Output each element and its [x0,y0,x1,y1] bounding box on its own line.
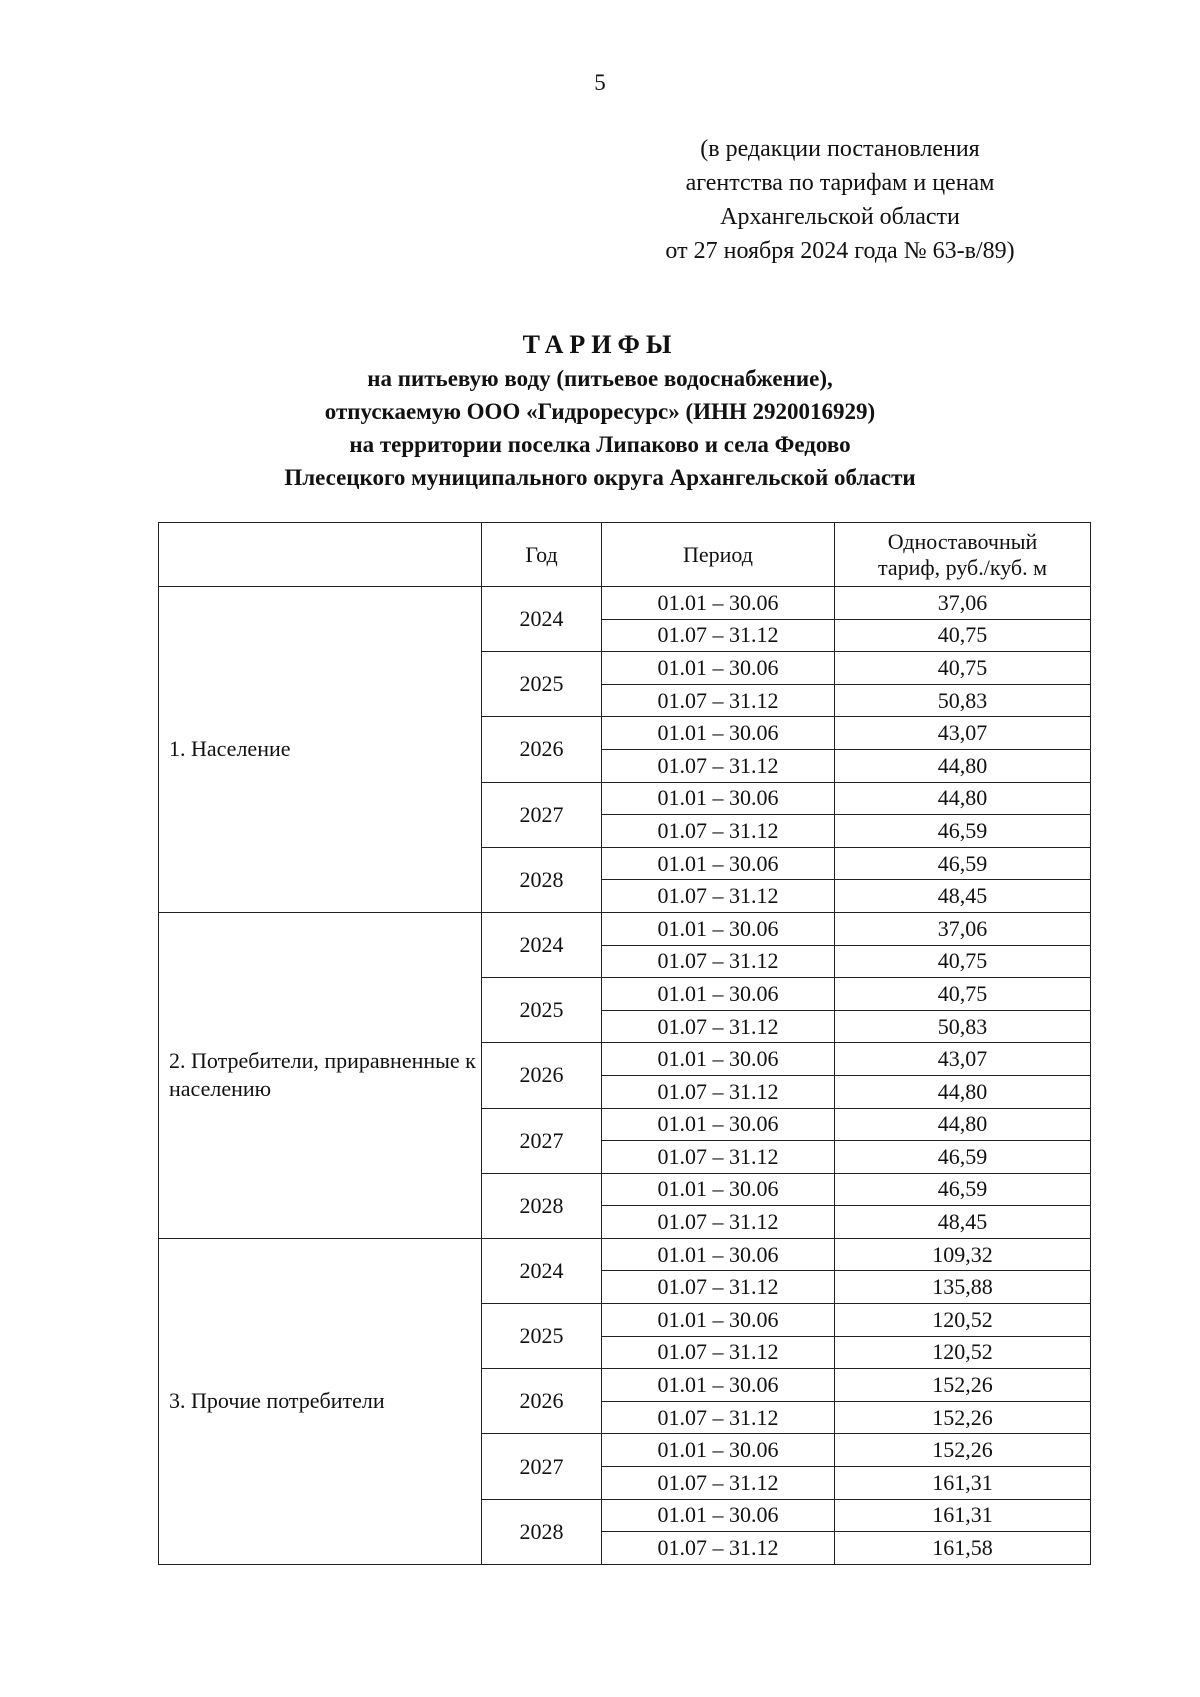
tariff-cell: 48,45 [835,1206,1091,1239]
period-cell: 01.01 – 30.06 [602,782,835,815]
header-tariff-line: Одноставочный [887,528,1038,554]
table-row [159,1238,1091,1271]
header-year: Год [482,523,602,587]
tariff-cell: 46,59 [835,815,1091,848]
consumer-group-cell: 1. Население [159,587,482,913]
edition-line: агентства по тарифам и ценам [685,170,995,196]
tariff-cell: 37,06 [835,912,1091,945]
period-cell: 01.01 – 30.06 [602,912,835,945]
header-period: Период [602,523,835,587]
tariff-cell: 44,80 [835,1075,1091,1108]
edition-line: от 27 ноября 2024 года № 63-в/89) [665,238,1015,264]
tariff-cell: 161,31 [835,1499,1091,1532]
tariff-cell: 46,59 [835,1141,1091,1174]
tariff-cell: 44,80 [835,749,1091,782]
year-cell: 2026 [482,717,602,782]
edition-line: (в редакции постановления [700,136,980,162]
title-line: отпускаемую ООО «Гидроресурс» (ИНН 2920016929) [324,399,876,424]
tariff-cell: 40,75 [835,945,1091,978]
period-cell: 01.01 – 30.06 [602,1173,835,1206]
title-line: Плесецкого муниципального округа Архангельской области [284,465,916,490]
title-line: на территории поселка Липаково и села Федово [349,432,851,457]
period-cell: 01.01 – 30.06 [602,1238,835,1271]
edition-note [580,132,1100,268]
period-cell: 01.01 – 30.06 [602,1369,835,1402]
tariff-cell: 46,59 [835,1173,1091,1206]
period-cell: 01.07 – 31.12 [602,684,835,717]
tariff-cell: 40,75 [835,978,1091,1011]
year-cell: 2024 [482,912,602,977]
tariff-cell: 50,83 [835,1010,1091,1043]
period-cell: 01.07 – 31.12 [602,1271,835,1304]
year-cell: 2027 [482,1108,602,1173]
period-cell: 01.07 – 31.12 [602,1010,835,1043]
tariff-cell: 48,45 [835,880,1091,913]
period-cell: 01.07 – 31.12 [602,815,835,848]
tariff-cell: 120,52 [835,1336,1091,1369]
year-cell: 2028 [482,847,602,912]
tariff-cell: 44,80 [835,782,1091,815]
period-cell: 01.01 – 30.06 [602,1499,835,1532]
header-group [159,523,482,587]
table-row [159,587,1091,620]
table-row [159,912,1091,945]
year-cell: 2025 [482,978,602,1043]
period-cell: 01.01 – 30.06 [602,587,835,620]
period-cell: 01.01 – 30.06 [602,717,835,750]
year-cell: 2025 [482,652,602,717]
period-cell: 01.07 – 31.12 [602,1206,835,1239]
tariff-cell: 161,58 [835,1532,1091,1565]
tariff-cell: 43,07 [835,1043,1091,1076]
document-title [0,328,1200,494]
period-cell: 01.01 – 30.06 [602,847,835,880]
tariff-cell: 135,88 [835,1271,1091,1304]
consumer-group-cell: 2. Потребители, приравненные к населению [159,912,482,1238]
tariff-cell: 40,75 [835,619,1091,652]
period-cell: 01.07 – 31.12 [602,619,835,652]
period-cell: 01.01 – 30.06 [602,652,835,685]
period-cell: 01.07 – 31.12 [602,1141,835,1174]
tariff-cell: 152,26 [835,1434,1091,1467]
tariff-cell: 43,07 [835,717,1091,750]
tariff-cell: 40,75 [835,652,1091,685]
table-header-row [159,523,1091,587]
year-cell: 2025 [482,1304,602,1369]
year-cell: 2028 [482,1173,602,1238]
period-cell: 01.01 – 30.06 [602,1043,835,1076]
period-cell: 01.07 – 31.12 [602,749,835,782]
tariff-cell: 50,83 [835,684,1091,717]
tariff-cell: 37,06 [835,587,1091,620]
table-body [159,587,1091,1565]
period-cell: 01.01 – 30.06 [602,1434,835,1467]
tariff-cell: 152,26 [835,1369,1091,1402]
tariff-cell: 109,32 [835,1238,1091,1271]
page-number: 5 [594,70,606,95]
period-cell: 01.07 – 31.12 [602,880,835,913]
period-cell: 01.07 – 31.12 [602,1467,835,1500]
title-main: ТАРИФЫ [522,330,678,359]
year-cell: 2024 [482,1238,602,1303]
header-tariff-line: тариф, руб./куб. м [877,554,1048,580]
period-cell: 01.07 – 31.12 [602,1075,835,1108]
tariff-cell: 120,52 [835,1304,1091,1337]
tariff-cell: 161,31 [835,1467,1091,1500]
tariff-cell: 152,26 [835,1401,1091,1434]
period-cell: 01.01 – 30.06 [602,1304,835,1337]
period-cell: 01.07 – 31.12 [602,1336,835,1369]
header-tariff [835,523,1091,587]
year-cell: 2024 [482,587,602,652]
title-line: на питьевую воду (питьевое водоснабжение), [367,366,833,391]
period-cell: 01.07 – 31.12 [602,945,835,978]
period-cell: 01.01 – 30.06 [602,978,835,1011]
period-cell: 01.07 – 31.12 [602,1532,835,1565]
year-cell: 2027 [482,782,602,847]
period-cell: 01.01 – 30.06 [602,1108,835,1141]
year-cell: 2026 [482,1043,602,1108]
year-cell: 2028 [482,1499,602,1564]
year-cell: 2027 [482,1434,602,1499]
tariff-cell: 46,59 [835,847,1091,880]
tariffs-table [158,522,1091,1565]
year-cell: 2026 [482,1369,602,1434]
edition-line: Архангельской области [720,204,960,230]
consumer-group-cell: 3. Прочие потребители [159,1238,482,1564]
tariff-cell: 44,80 [835,1108,1091,1141]
period-cell: 01.07 – 31.12 [602,1401,835,1434]
